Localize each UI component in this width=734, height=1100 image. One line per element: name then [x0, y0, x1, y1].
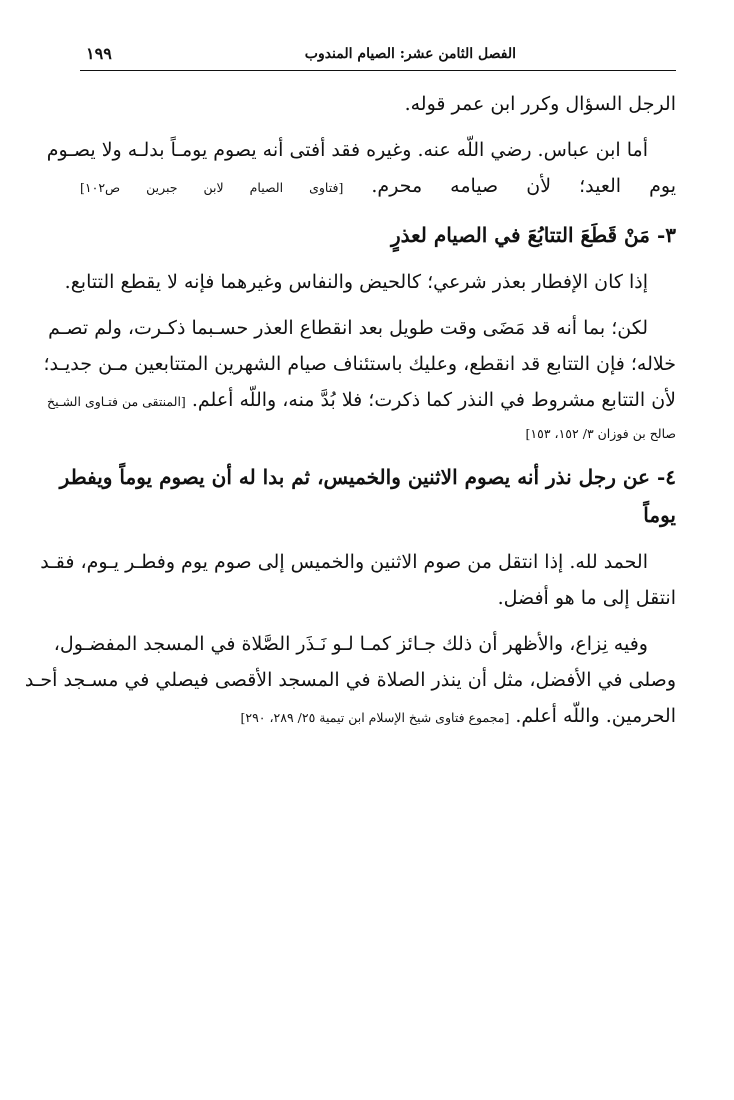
source-reference: [فتاوى الصيام لابن جبرين ص١٠٢] — [80, 180, 344, 195]
text-line: الرجل السؤال وكرر ابن عمر قوله. — [404, 93, 676, 115]
heading-line: ٤- عن رجل نذر أنه يصوم الاثنين والخميس، ثم بدا له أن يصوم يوماً ويفطر — [59, 465, 676, 489]
text-line — [80, 698, 676, 736]
page-body — [24, 86, 676, 746]
paragraph — [80, 86, 676, 122]
question-heading — [59, 458, 676, 534]
question-heading — [80, 216, 676, 254]
text-line — [80, 168, 676, 206]
running-header — [80, 40, 676, 71]
paragraph — [64, 264, 676, 300]
page-number: ١٩٩ — [86, 44, 112, 63]
text-line: الحمد لله. إذا انتقل من صوم الاثنين والخميس إلى صوم يوم وفطـر يـوم، فقـد — [40, 551, 648, 573]
text-line: خلاله؛ فإن التتابع قد انقطع، وعليك باستئناف صيام الشهرين المتتابعين مـن جديـد؛ — [43, 353, 676, 375]
text-line — [47, 382, 676, 420]
heading-line: ٣- مَنْ قَطَعَ التتابُعَ في الصيام لعذرٍ — [390, 223, 676, 247]
text-segment: يوم العيد؛ لأن صيامه محرم. — [371, 175, 676, 197]
paragraph — [43, 310, 676, 448]
text-line: أما ابن عباس. رضي اللّه عنه. وغيره فقد أفتى أنه يصوم يومـاً بدلـه ولا يصـوم — [46, 139, 648, 161]
text-line: وصلى في الأفضل، مثل أن ينذر الصلاة في المسجد الأقصى فيصلي في مسـجد أحـد — [24, 669, 676, 691]
text-line: إذا كان الإفطار بعذر شرعي؛ كالحيض والنفاس وغيرهما فإنه لا يقطع التتابع. — [64, 271, 648, 293]
source-reference: صالح بن فوزان ٣/ ١٥٢، ١٥٣] — [525, 426, 676, 441]
paragraph — [40, 544, 676, 616]
heading-line: يوماً — [643, 503, 676, 527]
chapter-title: الفصل الثامن عشر: الصيام المندوب — [304, 46, 516, 62]
paragraph — [46, 132, 676, 206]
source-reference: [المنتقى من فتـاوى الشـيخ — [47, 394, 186, 409]
paragraph — [24, 626, 676, 736]
text-line: وفيه نِزاع، والأظهر أن ذلك جـائز كمـا لـو نَـذَر الصَّلاة في المسجد المفضـول، — [53, 633, 648, 655]
text-segment: الحرمين. واللّه أعلم. — [515, 705, 676, 727]
source-reference: [مجموع فتاوى شيخ الإسلام ابن تيمية ٢٥/ ٢٨٩، ٢٩٠] — [240, 710, 510, 725]
text-line: انتقل إلى ما هو أفضل. — [497, 587, 676, 609]
text-segment: لأن التتابع مشروط في النذر كما ذكرت؛ فلا بُدَّ منه، واللّه أعلم. — [191, 389, 676, 411]
text-line: لكن؛ بما أنه قد مَضَى وقت طويل بعد انقطاع العذر حسـبما ذكـرت، ولم تصـم — [48, 317, 648, 339]
